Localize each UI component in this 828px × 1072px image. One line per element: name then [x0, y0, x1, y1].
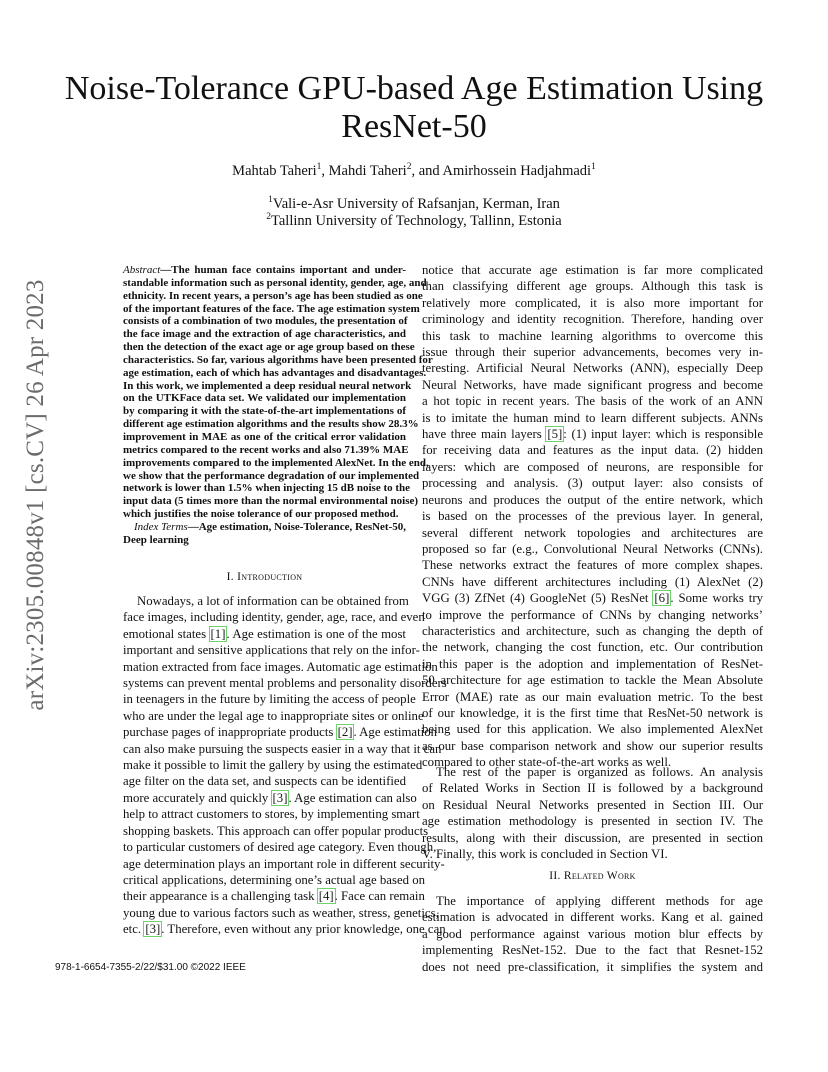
abstract-line: improvement in MAE as one of the critical error validation: [123, 430, 406, 443]
text-line: CNNs have different architectures including (1) AlexNet (2): [422, 574, 763, 589]
abstract-line: improvements compared to the implemented AlexNet. In the end,: [123, 456, 429, 469]
text-line: several different network topologies and architectures are: [422, 525, 763, 540]
related-work-paragraph: [422, 893, 763, 975]
text-line: These networks extract the features of more complex shapes.: [422, 558, 763, 573]
section-heading-related-work: [422, 870, 763, 882]
text-line: [123, 724, 438, 740]
text-line: [123, 921, 446, 937]
abstract-label: Abstract: [123, 264, 161, 276]
text-line: does not need pre-classification, it simplifies the system and: [422, 959, 763, 974]
text-line: is based on the processes of the previous layer. In general,: [422, 509, 763, 524]
text-span: emotional states: [123, 626, 210, 641]
text-line: The importance of applying different methods for age: [436, 894, 763, 908]
abstract-line: then the detection of the exact age or age group based on these: [123, 341, 415, 354]
text-line: [422, 426, 763, 442]
abstract-line: of the important features of the face. The age estimation system: [123, 302, 420, 315]
citation-link[interactable]: [5]: [547, 427, 563, 442]
text-line: shopping baskets. This approach can offer popular products: [123, 823, 429, 838]
abstract-line: which justifies the noise tolerance of our proposed method.: [123, 508, 399, 521]
author-list: Mahtab Taheri$^1$, Mahdi Taheri$^2$, and Amirhossein Hadjahmadi$^1$: [232, 162, 596, 179]
text-line: implementing ResNet-152. Due to the fact that Resnet-152: [422, 943, 763, 958]
paper-title: [40, 70, 788, 146]
section-title: Related Work: [563, 870, 636, 882]
text-line: estimation is advocated in different works. Kang et al. gained: [422, 910, 763, 925]
text-line: issue through their superior advancements, becomes very in-: [422, 345, 763, 360]
copyright-footer: 978-1-6654-7355-2/22/$31.00 ©2022 IEEE: [55, 962, 246, 973]
arxiv-stamp-text: arXiv:2305.00848v1 [cs.CV] 26 Apr 2023: [22, 279, 49, 711]
text-line: as our base comparison network and show our superior results: [422, 738, 763, 753]
text-span: more accurately and quickly: [123, 790, 272, 805]
text-span: . Therefore, even without any prior knowledge, one can: [161, 922, 446, 937]
text-line: notice that accurate age estimation is far more complicated: [422, 263, 763, 277]
author-affil-marker: 1: [591, 162, 596, 173]
text-line: [422, 590, 763, 606]
section-title: Introduction: [237, 571, 303, 583]
text-span: . Age estimation: [353, 725, 438, 740]
text-line: relatively more complicated, it is also more important for: [422, 295, 763, 310]
text-line: make it possible to limit the gallery by using the estimated: [123, 758, 423, 773]
text-span: . Some works try: [670, 591, 763, 606]
text-line: [123, 888, 425, 904]
abstract-line: metrics compared to the recent works and also 71.39% MAE: [123, 443, 409, 456]
abstract: [123, 264, 433, 547]
text-line: V. Finally, this work is concluded in Section VI.: [422, 847, 668, 862]
abstract-line: on the UTKFace data set. We validated our implementation: [123, 392, 406, 405]
text-line: neurons and produces the output of the entire network, which: [422, 492, 763, 507]
affiliation-marker: 2: [266, 212, 272, 223]
abstract-line: age estimation, each of which has advantages and disadvantages.: [123, 366, 427, 379]
index-terms-text: —Age estimation, Noise-Tolerance, ResNet-50,: [187, 520, 407, 533]
section-numeral: I.: [226, 571, 234, 583]
text-span: . Age estimation can also: [288, 790, 417, 805]
text-line: being used for this application. We also implemented AlexNet: [422, 722, 763, 737]
introduction-text-continued: [422, 262, 763, 771]
text-line: teresting. Artificial Neural Networks (ANN), especially Deep: [422, 361, 763, 376]
text-span: their appearance is a challenging task: [123, 889, 318, 904]
citation-link[interactable]: [3]: [145, 922, 161, 937]
abstract-line: different age estimation algorithms and the results show 28.3%: [123, 418, 419, 431]
text-line: Nowadays, a lot of information can be obtained from: [137, 594, 409, 608]
text-line: The rest of the paper is organized as follows. An analysis: [436, 765, 763, 779]
section-heading-introduction: [123, 571, 406, 583]
text-line: 50 architecture for age estimation to tackle the Mean Absolute: [422, 673, 763, 688]
text-line: compared to other state-of-the-art works as well.: [422, 755, 672, 770]
text-span: purchase pages of inappropriate products: [123, 725, 337, 740]
abstract-line: we show that the performance degradation of our implemented: [123, 469, 420, 482]
author-affil-marker: 2: [406, 162, 412, 173]
author-name: Mahdi Taheri: [328, 163, 407, 179]
citation-link[interactable]: [1]: [210, 626, 226, 641]
abstract-line: by comparing it with the state-of-the-art implementations of: [123, 405, 406, 418]
text-line: to particular customers of desired age category. Even though,: [123, 840, 437, 855]
section-numeral: II.: [549, 870, 561, 882]
text-span: . Face can remain: [334, 889, 425, 904]
affiliation-marker: 1: [268, 195, 273, 206]
text-line: who are under the legal age to inappropriate sites or online: [123, 708, 424, 723]
text-span: etc.: [123, 922, 145, 937]
text-line: this task to machine learning algorithms to overcome this: [422, 328, 763, 343]
text-line: of Related Works in Section II is followed by a background: [422, 781, 763, 796]
text-span: VGG (3) ZfNet (4) GoogleNet (5) ResNet: [422, 591, 654, 606]
affiliation-2: [40, 212, 788, 230]
abstract-line: the face image and the extraction of age characteristics, and: [123, 328, 406, 341]
text-line: to improve the performance of CNNs by changing networks’: [422, 607, 763, 622]
citation-link[interactable]: [4]: [318, 889, 334, 904]
abstract-line: consists of a combination of two modules, the presentation of: [123, 315, 408, 328]
text-line: Neural Networks, have made significant progress and become: [422, 377, 763, 392]
text-line: characteristics and architecture, such as changing the depth of: [422, 623, 763, 638]
abstract-line: network is lower than 1.5% when injecting 15 dB noise to the: [123, 482, 411, 495]
text-line: a hot topic in recent years. The basis of the work of an ANN: [422, 394, 763, 409]
text-line: mation extracted from face images. Automatic age estimation: [123, 659, 438, 674]
index-terms-label: Index Terms: [134, 520, 188, 533]
affiliation-1: [40, 195, 788, 213]
citation-link[interactable]: [3]: [272, 790, 288, 805]
text-line: Error (MAE) rate as our main evaluation metric. To the best: [422, 689, 763, 704]
abstract-line: In this work, we implemented a deep residual neural network: [123, 379, 412, 392]
text-line: can also make pursuing the suspects easier in a way that it can: [123, 741, 442, 756]
author-name: Amirhossein Hadjahmadi: [442, 163, 592, 179]
organization-paragraph: [422, 764, 763, 862]
text-line: important and sensitive applications that rely on the infor-: [123, 643, 420, 658]
text-line: in teenagers in the future by limiting the access of people: [123, 692, 416, 707]
index-terms-line: Deep learning: [123, 533, 189, 546]
text-line: young due to various factors such as weather, stress, genetics,: [123, 905, 439, 920]
text-line: layers: which are composed of neurons, are responsible for: [422, 459, 763, 474]
text-line: [123, 626, 406, 642]
text-line: on Residual Neural Networks presented in Section III. Our: [422, 797, 763, 812]
text-span: have three main layers: [422, 427, 547, 442]
text-line: help to attract customers to stores, by implementing smart: [123, 807, 420, 822]
abstract-line: ethnicity. In recent years, a person’s age has been studied as one: [123, 289, 423, 302]
title-line-2: ResNet-50: [341, 108, 487, 145]
title-line-1: Noise-Tolerance GPU-based Age Estimation Using: [64, 70, 764, 107]
text-line: face images, including identity, gender, age, race, and even: [123, 610, 425, 625]
text-line: systems can prevent mental problems and personality disorders: [123, 676, 447, 691]
introduction-text: [123, 593, 447, 938]
affiliation-text: Tallinn University of Technology, Tallinn, Estonia: [271, 213, 562, 229]
abstract-line-text: —The human face contains important and under-: [160, 264, 406, 276]
text-line: than classifying different age groups. Although this task is: [422, 279, 763, 294]
text-line: processing and analysis. (3) output layer: also consists of: [422, 476, 763, 491]
text-line: [123, 790, 417, 806]
text-line: for receiving data and features as the input data. (2) hidden: [422, 443, 763, 458]
author-name: Mahtab Taheri: [232, 163, 317, 179]
text-line: is to imitate the human mind to learn different subjects. ANNs: [422, 410, 763, 425]
abstract-line: standable information such as personal identity, gender, age, and: [123, 276, 427, 289]
text-line: the network, changing the cost function, etc. Our contribution: [422, 640, 763, 655]
text-line: of our knowledge, it is the first time that ResNet-50 network is: [422, 705, 763, 720]
abstract-line: [123, 264, 406, 277]
text-line: criminology and identity recognition. Therefore, handing over: [422, 312, 763, 327]
index-terms-line: [123, 521, 406, 534]
citation-link[interactable]: [6]: [654, 591, 670, 606]
text-line: proposed so far (e.g., Convolutional Neural Networks (CNNs).: [422, 541, 763, 556]
abstract-line: characteristics. So far, various algorithms have been presented for: [123, 353, 433, 366]
text-span: . Age estimation is one of the most: [226, 626, 406, 641]
abstract-line: input data (5 times more than the normal environmental noise): [123, 495, 419, 508]
author-affil-marker: 1: [316, 162, 322, 173]
text-line: age estimation methodology is presented in section IV. The: [422, 814, 763, 829]
text-span: : (1) input layer: which is responsible: [563, 427, 763, 442]
text-line: a good performance against various motion blur effects by: [422, 926, 763, 941]
citation-link[interactable]: [2]: [337, 725, 353, 740]
text-line: age filter on the data set, and suspects can be identified: [123, 774, 406, 789]
text-line: results, along with their discussion, are presented in section: [422, 830, 763, 845]
affiliation-text: Vali-e-Asr University of Rafsanjan, Kerman, Iran: [272, 196, 560, 212]
text-line: age determination plays an important role in different security-: [123, 856, 445, 871]
text-line: in this paper is the adoption and implementation of ResNet-: [422, 656, 763, 671]
text-line: critical applications, determining one’s actual age based on: [123, 872, 426, 887]
